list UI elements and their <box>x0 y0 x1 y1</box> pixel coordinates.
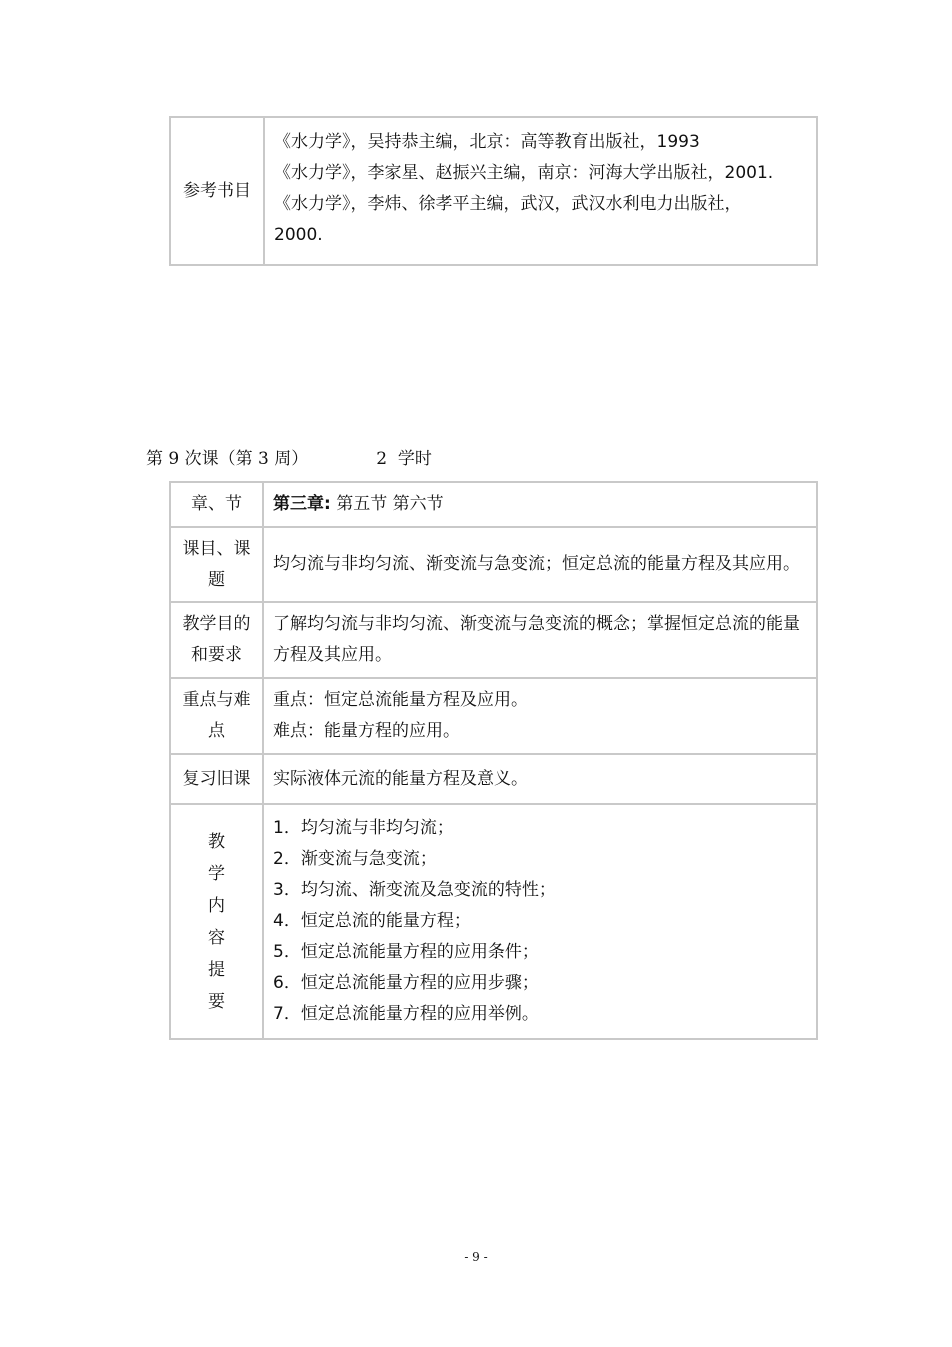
content-item: 1．均匀流与非均匀流； <box>273 818 454 838</box>
lesson-plan-table <box>169 481 818 1040</box>
reference-line: 2000. <box>274 225 323 245</box>
content-item: 6．恒定总流能量方程的应用步骤； <box>273 973 539 993</box>
chapter-sections: 第五节 第六节 <box>330 494 444 514</box>
topic-label: 课目、课题 <box>170 527 263 602</box>
goal-label: 教学目的和要求 <box>170 602 263 678</box>
content-label-char: 内 <box>208 895 225 916</box>
content-label-char: 提 <box>208 959 225 980</box>
content-label-char: 学 <box>208 863 225 884</box>
content-summary-label <box>170 804 263 1039</box>
content-item: 5．恒定总流能量方程的应用条件； <box>273 942 539 962</box>
review-value: 实际液体元流的能量方程及意义。 <box>263 754 817 804</box>
chapter-label: 章、节 <box>170 482 263 527</box>
page-number: - 9 - <box>464 1250 488 1264</box>
difficult-point: 难点：能量方程的应用。 <box>273 721 460 741</box>
content-item: 2．渐变流与急变流； <box>273 849 437 869</box>
references-table <box>169 116 818 266</box>
review-label: 复习旧课 <box>170 754 263 804</box>
reference-line: 《水力学》，吴持恭主编，北京：高等教育出版社，1993 <box>274 132 700 152</box>
key-point: 重点：恒定总流能量方程及应用。 <box>273 690 528 710</box>
content-label-char: 要 <box>208 991 225 1012</box>
content-item: 4．恒定总流的能量方程； <box>273 911 471 931</box>
chapter-value <box>263 482 817 527</box>
lesson-hours: 2 学时 <box>376 449 432 469</box>
key-points-value <box>263 678 817 754</box>
content-item: 7．恒定总流能量方程的应用举例。 <box>273 1004 539 1024</box>
references-content <box>264 117 817 265</box>
content-item: 3．均匀流、渐变流及急变流的特性； <box>273 880 556 900</box>
reference-line: 《水力学》，李炜、徐孝平主编，武汉，武汉水利电力出版社， <box>274 194 742 214</box>
chapter-bold: 第三章: <box>273 494 331 514</box>
reference-line: 《水力学》，李家星、赵振兴主编，南京：河海大学出版社，2001. <box>274 163 774 183</box>
references-label: 参考书目 <box>170 117 264 265</box>
goal-value: 了解均匀流与非均匀流、渐变流与急变流的概念；掌握恒定总流的能量方程及其应用。 <box>263 602 817 678</box>
lesson-title: 第 9 次课（第 3 周） <box>146 449 309 469</box>
key-points-label: 重点与难点 <box>170 678 263 754</box>
content-summary-list <box>263 804 817 1039</box>
topic-value: 均匀流与非均匀流、渐变流与急变流；恒定总流的能量方程及其应用。 <box>263 527 817 602</box>
lesson-header <box>146 444 432 469</box>
content-label-char: 教 <box>208 831 225 852</box>
content-label-char: 容 <box>208 927 225 948</box>
